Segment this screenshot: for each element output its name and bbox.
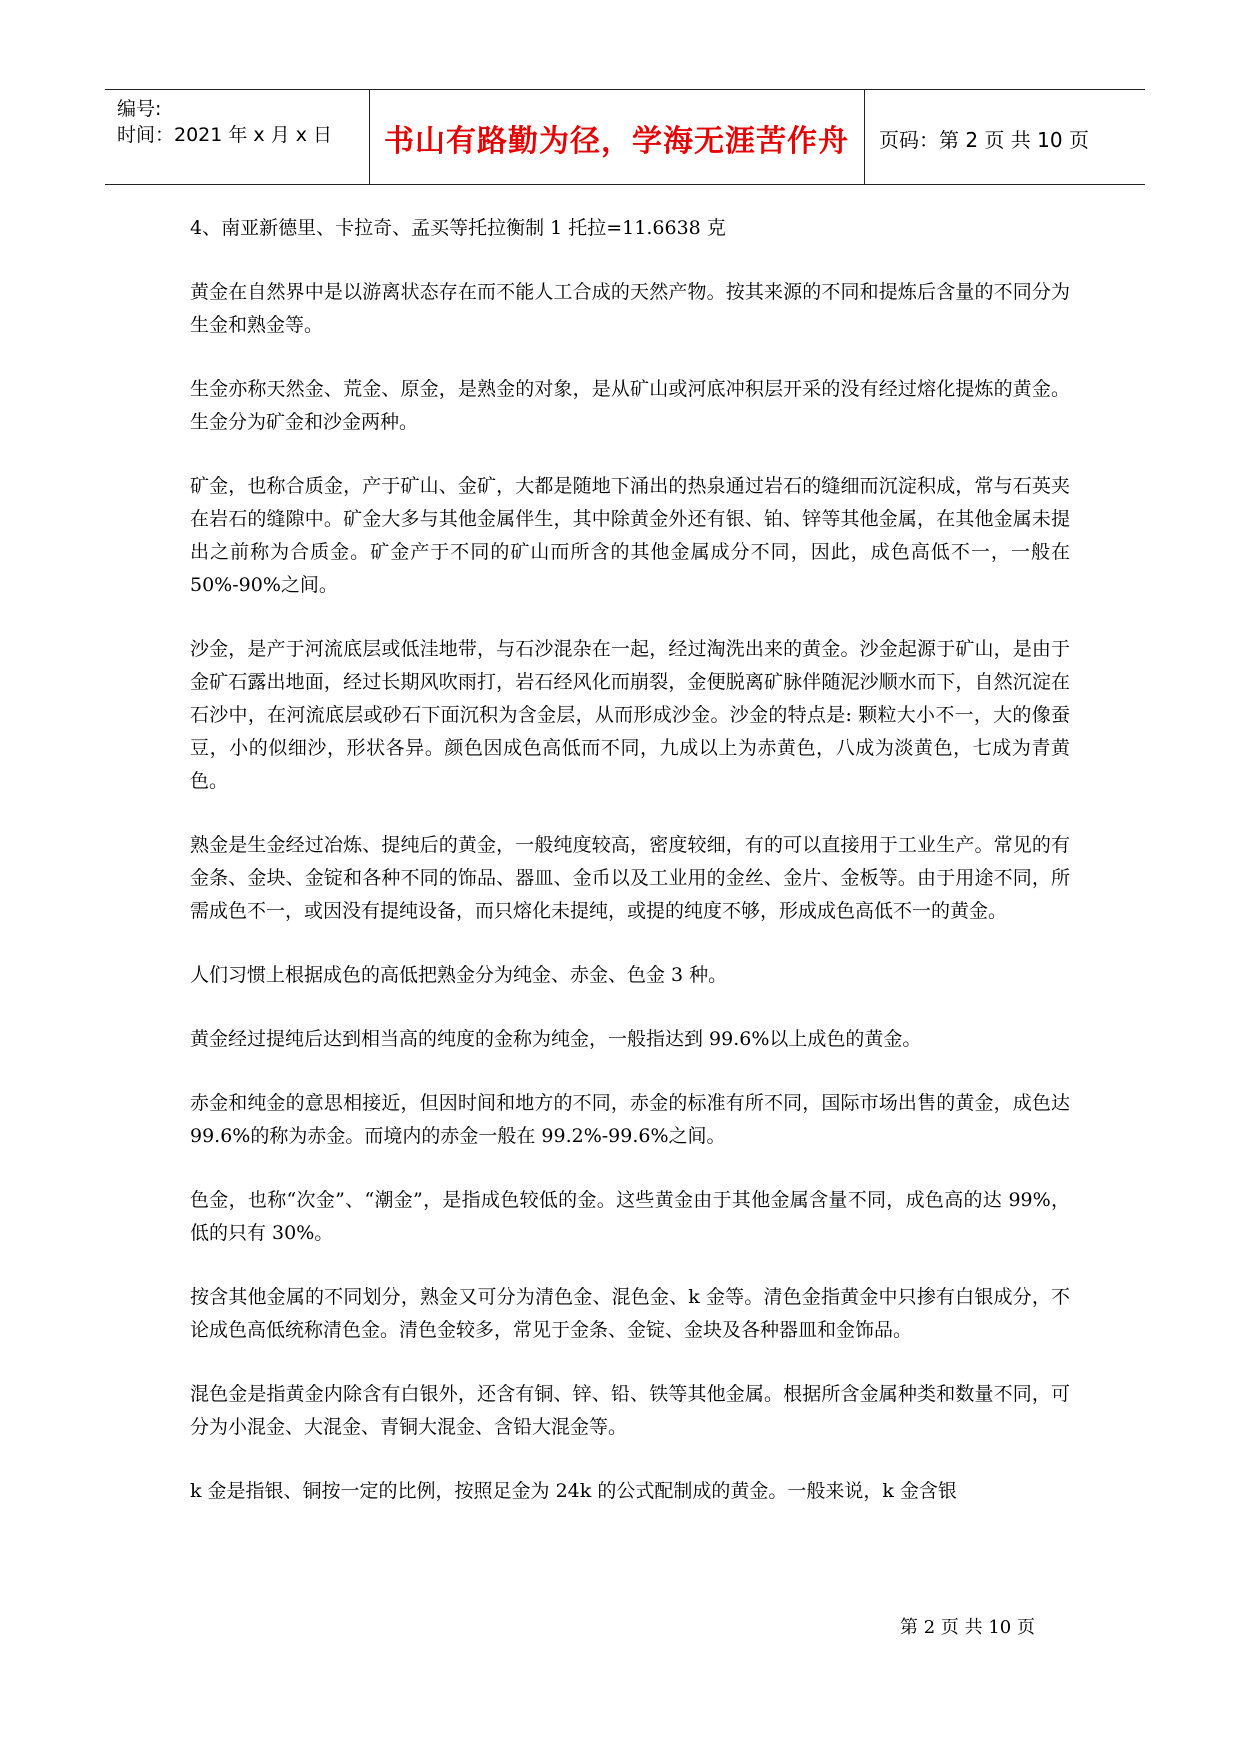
header-info-cell	[105, 90, 370, 184]
paragraph: 黄金在自然界中是以游离状态存在而不能人工合成的天然产物。按其来源的不同和提炼后含量的不同分为生金和熟金等。	[190, 281, 1070, 336]
paragraph: k 金是指银、铜按一定的比例，按照足金为 24k 的公式配制成的黄金。一般来说，k 金含银	[190, 1480, 957, 1502]
paragraph: 人们习惯上根据成色的高低把熟金分为纯金、赤金、色金 3 种。	[190, 964, 728, 986]
paragraph: 赤金和纯金的意思相接近，但因时间和地方的不同，赤金的标准有所不同，国际市场出售的黄金，成色达 99.6%的称为赤金。而境内的赤金一般在 99.2%-99.6%之间。	[190, 1092, 1070, 1147]
header-motto-cell	[369, 90, 865, 184]
paragraph: 沙金，是产于河流底层或低洼地带，与石沙混杂在一起，经过淘洗出来的黄金。沙金起源于矿山，是由于金矿石露出地面，经过长期风吹雨打，岩石经风化而崩裂，金便脱离矿脉伴随泥沙顺水而下，自然沉淀在石沙中，在河流底层或砂石下面沉积为含金层，从而形成沙金。沙金的特点是: 颗粒大小不一，大的像蚕豆，小的似细沙，形状各异。颜色因成色高低而不同，九成以上为赤黄色，八成为淡黄色，七成为青黄色。	[190, 638, 1070, 792]
page-footer: 第 2 页 共 10 页	[900, 1617, 1035, 1638]
document-body	[190, 212, 1070, 1539]
paragraph: 色金，也称“次金”、“潮金”，是指成色较低的金。这些黄金由于其他金属含量不同，成色高的达 99%，低的只有 30%。	[190, 1189, 1070, 1244]
paragraph: 4、南亚新德里、卡拉奇、孟买等托拉衡制 1 托拉=11.6638 克	[190, 217, 726, 239]
paragraph: 黄金经过提纯后达到相当高的纯度的金称为纯金，一般指达到 99.6%以上成色的黄金。	[190, 1028, 922, 1050]
paragraph: 混色金是指黄金内除含有白银外，还含有铜、锌、铅、铁等其他金属。根据所含金属种类和数量不同，可分为小混金、大混金、青铜大混金、含铅大混金等。	[190, 1383, 1070, 1438]
number-label: 编号:	[117, 98, 162, 120]
motto-text: 书山有路勤为径，学海无涯苦作舟	[384, 124, 849, 159]
page-info: 页码：第 2 页 共 10 页	[879, 128, 1089, 152]
paragraph: 矿金，也称合质金，产于矿山、金矿，大都是随地下涌出的热泉通过岩石的缝细而沉淀积成，常与石英夹在岩石的缝隙中。矿金大多与其他金属伴生，其中除黄金外还有银、铂、锌等其他金属，在其他金属未提出之前称为合质金。矿金产于不同的矿山而所含的其他金属成分不同，因此，成色高低不一，一般在 50%-90%之间。	[190, 475, 1070, 596]
time-label: 时间：2021 年 x 月 x 日	[117, 124, 333, 146]
document-header	[105, 89, 1145, 185]
header-page-cell	[865, 90, 1145, 184]
paragraph: 按含其他金属的不同划分，熟金又可分为清色金、混色金、k 金等。清色金指黄金中只掺有白银成分，不论成色高低统称清色金。清色金较多，常见于金条、金锭、金块及各种器皿和金饰品。	[190, 1286, 1070, 1341]
paragraph: 生金亦称天然金、荒金、原金，是熟金的对象，是从矿山或河底冲积层开采的没有经过熔化提炼的黄金。生金分为矿金和沙金两种。	[190, 378, 1070, 433]
paragraph: 熟金是生金经过冶炼、提纯后的黄金，一般纯度较高，密度较细，有的可以直接用于工业生产。常见的有金条、金块、金锭和各种不同的饰品、器皿、金币以及工业用的金丝、金片、金板等。由于用途不同，所需成色不一，或因没有提纯设备，而只熔化未提纯，或提的纯度不够，形成成色高低不一的黄金。	[190, 834, 1070, 922]
